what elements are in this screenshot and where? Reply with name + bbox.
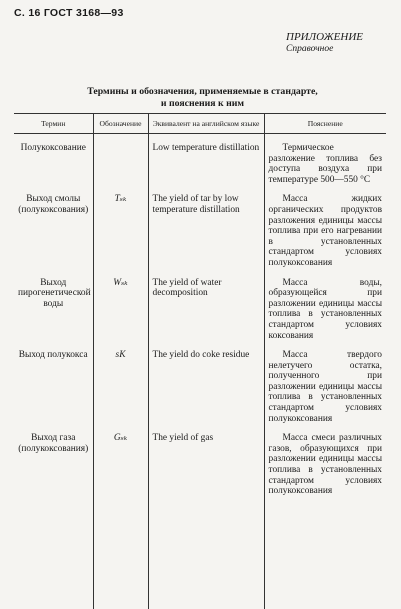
- table-title: [70, 86, 335, 110]
- appendix-label: [286, 31, 363, 54]
- table-row: [14, 276, 386, 349]
- explanation-cell: Термическое разложение топлива без доступа воздуха при температуре 500—550 °С: [264, 134, 386, 193]
- english-cell: The yield of water decomposition: [148, 276, 264, 349]
- page-header: С. 16 ГОСТ 3168—93: [14, 7, 124, 19]
- explanation-cell: Масса жидких органических продуктов разложения единицы массы топлива при его нагревании в установленных стандартом условиях полукоксования: [264, 192, 386, 275]
- symbol-cell: Tₛₖ: [93, 192, 148, 275]
- table-title-line-2: и пояснения к ним: [160, 98, 245, 109]
- terms-table: [14, 113, 386, 609]
- explanation-cell: Масса смеси различных газов, образующихся при разложении единицы массы топлива в установленных стандартом условиях полукоксования: [264, 431, 386, 504]
- term-cell: Выход пирогенетической воды: [18, 277, 91, 309]
- header-term: Термин: [14, 114, 93, 134]
- english-cell: The yield do coke residue: [148, 348, 264, 431]
- term-cell: Выход полукокса: [18, 350, 88, 361]
- header-symbol: Обозначение: [93, 114, 148, 134]
- term-cell: Выход газа (полукоксования): [18, 433, 89, 454]
- symbol-cell: sK: [93, 348, 148, 431]
- english-cell: Low temperature distillation: [148, 134, 264, 193]
- table-title-line-1: Термины и обозначения, применяемые в стандарте,: [87, 86, 318, 97]
- symbol-cell: Wₛₖ: [93, 276, 148, 349]
- header-english: Эквивалент на английском языке: [148, 114, 264, 134]
- table-row: [14, 192, 386, 275]
- table-filler-row: [14, 504, 386, 609]
- explanation-cell: Масса воды, образующейся при разложении единицы массы топлива в установленных стандартом условиях коксования: [264, 276, 386, 349]
- symbol-cell: [93, 134, 148, 193]
- english-cell: The yield of gas: [148, 431, 264, 504]
- term-cell: Полукоксование: [20, 143, 86, 153]
- english-cell: The yield of tar by low temperature distillation: [148, 192, 264, 275]
- table-header-row: [14, 114, 386, 134]
- appendix-title: ПРИЛОЖЕНИЕ: [286, 31, 363, 43]
- header-explanation: Пояснение: [264, 114, 386, 134]
- table-row: [14, 348, 386, 431]
- table-row: [14, 431, 386, 504]
- table-row: [14, 134, 386, 193]
- appendix-subtitle: Справочное: [286, 44, 334, 54]
- term-cell: Выход смолы (полукоксования): [18, 194, 89, 215]
- explanation-cell: Масса твердого нелетучего остатка, полученного при разложении единицы массы топлива в установленных стандартом условиях полукоксования: [264, 348, 386, 431]
- symbol-cell: Gₛₖ: [93, 431, 148, 504]
